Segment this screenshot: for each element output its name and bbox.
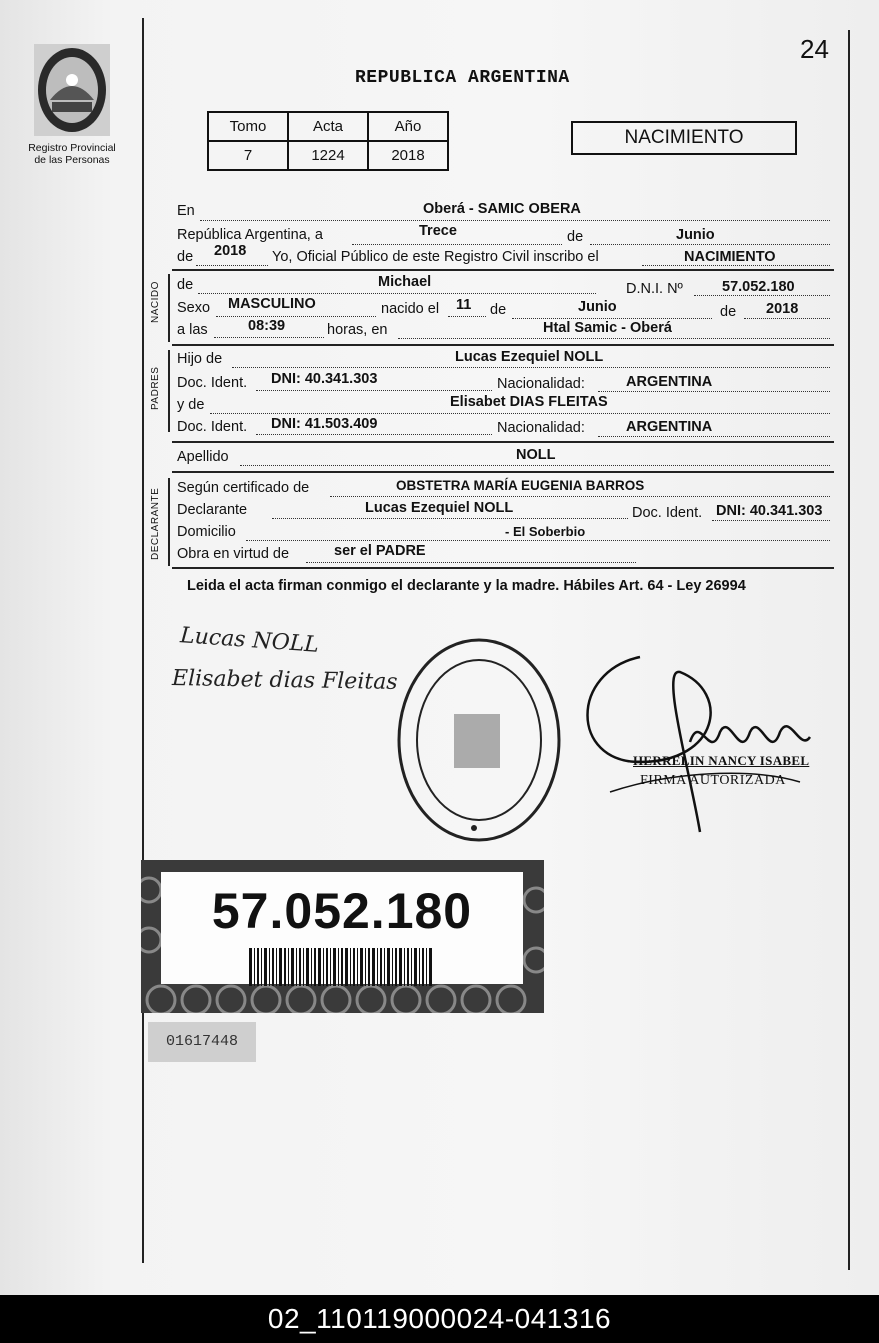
dotted-line	[210, 413, 830, 414]
segun-value: OBSTETRA MARÍA EUGENIA BARROS	[396, 478, 645, 493]
dotted-line	[330, 496, 830, 497]
declarante-section-label: DECLARANTE	[150, 487, 161, 560]
logo-caption-line1: Registro Provincial	[28, 142, 116, 154]
father-doc-value: DNI: 40.341.303	[271, 371, 378, 387]
sticker-dni-number: 57.052.180	[211, 883, 473, 939]
dotted-line	[598, 391, 830, 392]
anio-value: 2018	[368, 141, 448, 170]
year-value: 2018	[214, 243, 247, 259]
tomo-acta-table	[207, 111, 449, 171]
birth-year-value: 2018	[766, 301, 799, 317]
dotted-line	[216, 316, 376, 317]
obra-label: Obra en virtud de	[177, 546, 290, 562]
left-margin-line	[142, 18, 144, 1263]
firma-autorizada-label: FIRMA AUTORIZADA	[640, 773, 786, 788]
horas-label: horas, en	[327, 322, 388, 338]
dotted-line	[598, 436, 830, 437]
tomo-header: Tomo	[208, 112, 288, 141]
birth-place-value: Htal Samic - Oberá	[543, 320, 672, 336]
right-margin-line	[848, 30, 850, 1270]
dotted-line	[196, 265, 268, 266]
sexo-label: Sexo	[177, 300, 211, 316]
file-name-text: 02_110119000024-041316	[267, 1303, 612, 1334]
page-number: 24	[800, 34, 829, 64]
nacido-el-label: nacido el	[381, 301, 440, 317]
dotted-line	[246, 540, 830, 541]
child-dni-value: 57.052.180	[722, 279, 795, 295]
nacido-section-label: NACIDO	[150, 281, 161, 323]
section-bar	[168, 274, 170, 342]
segun-label: Según certificado de	[177, 480, 310, 496]
dotted-line	[590, 244, 830, 245]
act-type-box: NACIMIENTO	[571, 121, 797, 155]
dotted-line	[200, 220, 830, 221]
declarante-value: Lucas Ezequiel NOLL	[365, 500, 514, 516]
misiones-seal-icon	[32, 42, 112, 138]
declarante-doc-value: DNI: 40.341.303	[716, 503, 823, 519]
father-nat-label: Nacionalidad:	[497, 376, 585, 392]
section-bar	[168, 478, 170, 566]
a-las-label: a las	[177, 322, 208, 338]
nacido-de-label-2: de	[490, 302, 507, 318]
de-label: de	[567, 229, 584, 245]
domicilio-value: - El Soberbio	[505, 524, 586, 539]
mother-nat-value: ARGENTINA	[626, 419, 713, 435]
yo-text: Yo, Oficial Público de este Registro Civil inscribo el	[272, 249, 599, 265]
apellido-label: Apellido	[177, 449, 229, 465]
child-name-value: Michael	[378, 274, 432, 290]
dotted-line	[256, 390, 492, 391]
yde-label: y de	[177, 397, 205, 413]
dotted-line	[694, 295, 830, 296]
dotted-line	[232, 367, 830, 368]
mother-name-value: Elisabet DIAS FLEITAS	[450, 394, 608, 410]
closing-text: Leida el acta firman conmigo el declarante y la madre. Hábiles Art. 64 - Ley 26994	[187, 578, 746, 594]
dotted-line	[256, 434, 492, 435]
dotted-line	[744, 318, 830, 319]
mother-doc-label: Doc. Ident.	[177, 419, 248, 435]
de2-label: de	[177, 249, 194, 265]
separator	[172, 567, 834, 569]
hijo-label: Hijo de	[177, 351, 223, 367]
dotted-line	[448, 316, 486, 317]
apellido-value: NOLL	[516, 447, 556, 463]
dotted-line	[712, 520, 830, 521]
declarante-label: Declarante	[177, 502, 248, 518]
dotted-line	[398, 338, 830, 339]
dni-label: D.N.I. Nº	[626, 281, 683, 297]
serial-number: 01617448	[148, 1022, 256, 1062]
birth-time-value: 08:39	[248, 318, 286, 334]
domicilio-label: Domicilio	[177, 524, 236, 540]
dni-sticker	[141, 860, 544, 1013]
official-name: HERRELIN NANCY ISABEL	[633, 753, 810, 768]
birth-day-value: 11	[456, 297, 472, 313]
barcode-icon	[249, 948, 435, 986]
separator	[172, 344, 834, 346]
acta-value: 1224	[288, 141, 368, 170]
separator	[172, 441, 834, 443]
sticker-label-area	[161, 872, 523, 984]
mother-handwritten-signature: Elisabet dias Fleitas	[171, 666, 398, 695]
en-value: Oberá - SAMIC OBERA	[423, 201, 581, 217]
obra-value: ser el PADRE	[334, 543, 426, 559]
logo-caption-line2: de las Personas	[34, 154, 110, 166]
father-handwritten-signature: Lucas NOLL	[179, 623, 320, 658]
day-value: Trece	[419, 223, 457, 239]
declarante-doc-label: Doc. Ident.	[632, 505, 703, 521]
section-bar	[168, 350, 170, 432]
republica-label: República Argentina, a	[177, 227, 323, 243]
registry-stamp-icon	[394, 636, 564, 846]
father-name-value: Lucas Ezequiel NOLL	[455, 349, 604, 365]
separator	[172, 471, 834, 473]
separator	[172, 269, 834, 271]
acta-header: Acta	[288, 112, 368, 141]
dotted-line	[214, 337, 324, 338]
father-nat-value: ARGENTINA	[626, 374, 713, 390]
authorized-signature-icon	[580, 652, 820, 842]
padres-section-label: PADRES	[150, 366, 161, 410]
nacido-de-label: de	[177, 277, 194, 293]
dotted-line	[306, 562, 636, 563]
sexo-value: MASCULINO	[228, 296, 316, 312]
inscribe-value: NACIMIENTO	[684, 249, 776, 265]
dotted-line	[642, 265, 830, 266]
dotted-line	[512, 318, 712, 319]
mother-nat-label: Nacionalidad:	[497, 420, 585, 436]
dotted-line	[352, 244, 562, 245]
anio-header: Año	[368, 112, 448, 141]
mother-doc-value: DNI: 41.503.409	[271, 416, 378, 432]
month-value: Junio	[676, 227, 715, 243]
en-label: En	[177, 203, 195, 219]
dotted-line	[240, 465, 830, 466]
country-title: REPUBLICA ARGENTINA	[355, 68, 570, 88]
nacido-de-label-3: de	[720, 304, 737, 320]
registry-logo	[14, 42, 130, 166]
father-doc-label: Doc. Ident.	[177, 375, 248, 391]
tomo-value: 7	[208, 141, 288, 170]
file-name-bar	[0, 1295, 879, 1343]
birth-month-value: Junio	[578, 299, 617, 315]
dotted-line	[198, 293, 596, 294]
dotted-line	[272, 518, 628, 519]
